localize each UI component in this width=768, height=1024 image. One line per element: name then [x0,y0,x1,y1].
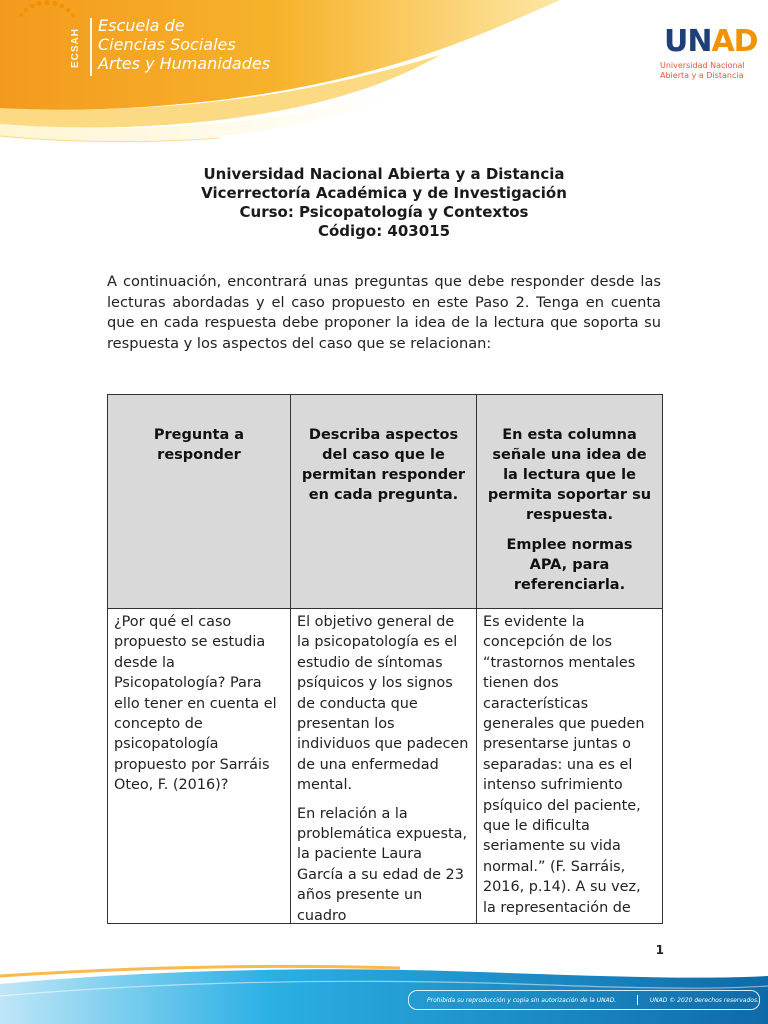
header-cell-question [108,395,291,609]
cell-text: En relación a la problemática expuesta, la paciente Laura García a su edad de 23 años presente un cuadro [297,805,468,923]
footer-separator [637,995,638,1005]
footer-copyright: UNAD © 2020 derechos reservados. [649,996,759,1004]
questions-table [107,394,663,924]
ecsah-acronym: ECSAH [70,28,81,69]
header-banner [0,0,768,150]
header-text: En esta columna señale una idea de la lectura que le permita soportar su respuesta. [487,427,652,523]
school-line: Escuela de [98,16,185,35]
unad-logo-dots-icon [0,0,100,76]
logo-ad: AD [711,24,758,59]
logo-un: UN [664,24,712,59]
unad-logo-wordmark [664,26,758,58]
footer-notice: Prohibida su reproducción y copia sin autorización de la UNAD. [427,996,617,1004]
school-name [98,16,270,73]
school-line: Artes y Humanidades [98,54,271,73]
table-row [108,609,663,924]
intro-paragraph: A continuación, encontrará unas preguntas que debe responder desde las lecturas abordadas y el caso propuesto en este Paso 2. Tenga en cuenta que en cada respuesta debe proponer la idea de la lectura que soporta su respuesta y los aspectos del caso que se relacionan: [107,273,661,352]
cell-text: Es evidente la concepción de los “trastornos mentales tienen dos características generales que pueden presentarse juntas o separadas: una es el intenso sufrimiento psíquico del paciente, que le dificulta seriamente su vida normal.” (F. Sarráis, 2016, p.14). A su vez, la representación de [483,614,645,916]
table-header-row [108,395,663,609]
header-text: Describa aspectos del caso que le permitan responder en cada pregunta. [301,427,466,503]
footer-notice-pill [408,990,760,1010]
title-line: Vicerrectoría Académica y de Investigación [201,184,567,202]
cell-text: ¿Por qué el caso propuesto se estudia desde la Psicopatología? Para ello tener en cuenta el concepto de psicopatología propuesto por Sarráis Oteo, F. (2016)? [114,614,277,794]
cell-question [108,609,291,924]
header-text: Pregunta a responder [153,427,245,463]
cell-text: El objetivo general de la psicopatología es el estudio de síntomas psíquicos y los signos de conducta que presentan los individuos que padecen de una enfermedad mental. [297,614,469,794]
header-cell-reading-idea [477,395,663,609]
school-line: Ciencias Sociales [98,35,236,54]
logo-subtitle-line: Abierta y a Distancia [660,71,744,80]
cell-reading-idea [477,609,663,924]
cell-case-aspects [291,609,477,924]
title-line: Código: 403015 [317,222,451,240]
unad-logo-subtitle [660,61,756,81]
document-title [106,165,662,241]
header-text: Emplee normas APA, para referenciarla. [506,537,633,593]
title-line: Universidad Nacional Abierta y a Distancia [203,165,565,183]
header-cell-case-aspects [291,395,477,609]
footer-banner [0,962,768,1024]
logo-subtitle-line: Universidad Nacional [660,61,745,70]
page-number: 1 [655,943,664,957]
title-line: Curso: Psicopatología y Contextos [239,203,529,221]
